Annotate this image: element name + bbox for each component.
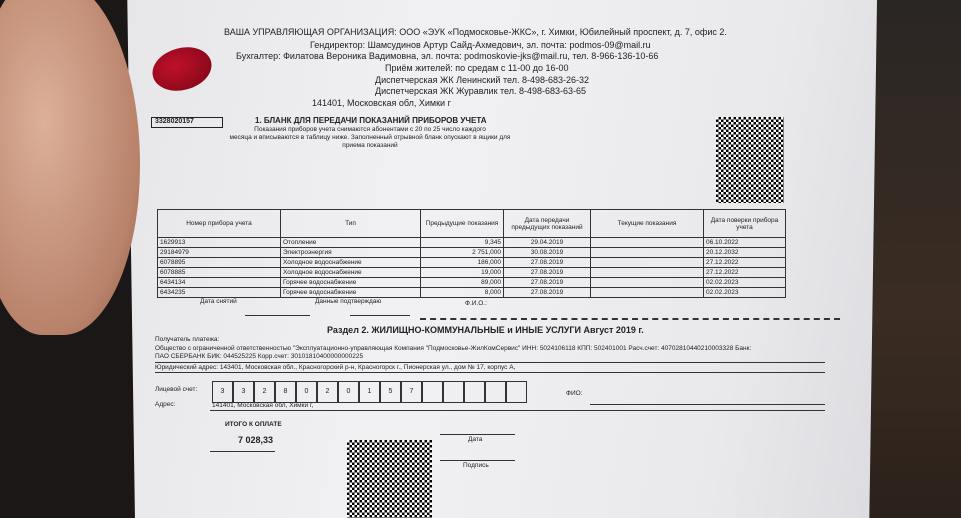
signature-field[interactable] (440, 460, 515, 461)
account-digit: 7 (401, 381, 422, 403)
meter-table (157, 209, 786, 298)
section2-title: Раздел 2. ЖИЛИЩНО-КОММУНАЛЬНЫЕ и ИНЫЕ УСЛУГИ Август 2019 г. (327, 325, 644, 335)
background (870, 0, 961, 518)
divider (210, 451, 275, 452)
qr-code-bottom (347, 440, 432, 518)
table-cell: 06.10.2022 (704, 238, 786, 248)
date-label-2: Дата (468, 436, 483, 443)
divider (155, 372, 825, 373)
table-row (158, 248, 786, 258)
account-digit: 3 (233, 381, 254, 403)
table-cell: 1629913 (158, 238, 281, 248)
fio-label: Ф.И.О.: (465, 300, 487, 307)
date-label: Дата снятий (200, 298, 237, 305)
table-cell[interactable] (591, 248, 704, 258)
address-label: Адрес: (155, 401, 176, 408)
table-cell: 29.04.2019 (504, 238, 591, 248)
table-cell: 2 751,000 (421, 248, 504, 258)
table-cell[interactable] (591, 288, 704, 298)
table-cell[interactable] (591, 238, 704, 248)
accountant-line: Бухгалтер: Филатова Вероника Вадимовна, эл. почта: podmoskovie-jks@mail.ru, тел. 8-966-136-10-66 (236, 51, 659, 61)
col-header: Тип (281, 210, 421, 238)
table-cell[interactable] (591, 278, 704, 288)
col-header: Дата поверки прибора учета (704, 210, 786, 238)
table-cell: 27.12.2022 (704, 268, 786, 278)
account-code-box: 3328020157 (151, 117, 223, 128)
account-digit: 8 (275, 381, 296, 403)
col-header: Текущие показания (591, 210, 704, 238)
table-cell: 6434235 (158, 288, 281, 298)
account-number-boxes (212, 381, 527, 403)
recipient-line-1: Общество с ограниченной ответственностью "Эксплуатационно-управляющая Компания "Подмосковье-ЖилКомСервис" ИНН: 5024106118 КПП: 502401001 Расч.счет: 40702810440210003328 Банк: (155, 345, 752, 352)
table-cell: Холодное водоснабжение (281, 258, 421, 268)
org-line: ВАША УПРАВЛЯЮЩАЯ ОРГАНИЗАЦИЯ: ООО «ЭУК «Подмосковье-ЖКС», г. Химки, Юбилейный проспект, д. 7, офис 2. (224, 27, 727, 37)
cut-line (420, 318, 840, 320)
table-cell: 29184979 (158, 248, 281, 258)
account-digit (464, 381, 485, 403)
table-cell: 20.12.2032 (704, 248, 786, 258)
recipient-label: Получатель платежа: (155, 336, 220, 343)
director-line: Гендиректор: Шамсудинов Артур Сайд-Ахмедович, эл. почта: podmos-09@mail.ru (310, 40, 651, 50)
legal-address: Юридический адрес: 143401, Московская обл., Красногорский р-н, Красногорск г., Пионерская ул., дом № 17, корпус А, (155, 364, 516, 371)
table-row (158, 238, 786, 248)
account-label: Лицевой счет: (155, 386, 198, 393)
table-cell: Холодное водоснабжение (281, 268, 421, 278)
section1-title: 1. БЛАНК ДЛЯ ПЕРЕДАЧИ ПОКАЗАНИЙ ПРИБОРОВ УЧЕТА (255, 116, 487, 125)
table-cell: 89,000 (421, 278, 504, 288)
table-cell: 27.08.2019 (504, 268, 591, 278)
account-digit (443, 381, 464, 403)
account-digit: 2 (254, 381, 275, 403)
table-cell: 6078895 (158, 258, 281, 268)
divider (155, 362, 825, 363)
note-line-2: месяца и вписываются в таблицу ниже. Заполненный отрывной бланк опускают в ящики для (229, 134, 511, 141)
confirm-field[interactable] (350, 315, 410, 316)
table-cell: 02.02.2023 (704, 288, 786, 298)
table-cell: 19,000 (421, 268, 504, 278)
table-row (158, 278, 786, 288)
table-row (158, 268, 786, 278)
account-digit: 0 (338, 381, 359, 403)
account-digit: 3 (212, 381, 233, 403)
note-line-1: Показания приборов учета снимаются абонентами с 20 по 25 число каждого (254, 126, 486, 133)
table-cell[interactable] (591, 268, 704, 278)
table-cell: 8,000 (421, 288, 504, 298)
table-cell: 9,345 (421, 238, 504, 248)
table-cell: Электроэнергия (281, 248, 421, 258)
table-cell: 27.08.2019 (504, 288, 591, 298)
fio-label-2: ФИО: (566, 390, 583, 397)
recipient-line-2: ПАО СБЕРБАНК БИК: 044525225 Корр.счет: 30101810400000000225 (155, 353, 364, 360)
account-digit: 5 (380, 381, 401, 403)
table-cell: 27.08.2019 (504, 258, 591, 268)
qr-code-top (716, 117, 784, 203)
hand (0, 0, 140, 335)
total-label: ИТОГО К ОПЛАТЕ (225, 421, 282, 428)
account-digit (422, 381, 443, 403)
account-digit (485, 381, 506, 403)
col-header: Дата передачи предыдущих показаний (504, 210, 591, 238)
account-digit: 1 (359, 381, 380, 403)
date-field[interactable] (245, 315, 310, 316)
account-digit (506, 381, 527, 403)
table-cell: Отопление (281, 238, 421, 248)
confirm-label: Данные подтверждаю (315, 298, 382, 305)
fio-field[interactable] (590, 404, 825, 405)
table-cell: Горячее водоснабжение (281, 288, 421, 298)
account-digit: 0 (296, 381, 317, 403)
table-cell: Горячее водоснабжение (281, 278, 421, 288)
table-row (158, 288, 786, 298)
total-amount: 7 028,33 (238, 435, 274, 445)
table-cell: 30.08.2019 (504, 248, 591, 258)
table-cell: 02.02.2023 (704, 278, 786, 288)
reception-line: Приём жителей: по средам с 11-00 до 16-00 (385, 63, 569, 73)
table-cell: 6434134 (158, 278, 281, 288)
table-row (158, 258, 786, 268)
account-digit: 2 (317, 381, 338, 403)
table-cell: 186,000 (421, 258, 504, 268)
dispatch-line-2: Диспетчерская ЖК Журавлик тел. 8-498-683-63-65 (375, 86, 587, 96)
col-header: Номер прибора учета (158, 210, 281, 238)
date-field-2[interactable] (440, 434, 515, 435)
table-cell: 27.08.2019 (504, 278, 591, 288)
table-cell: 6078885 (158, 268, 281, 278)
signature-label: Подпись (463, 462, 489, 469)
address-value: 141401, Московская обл, Химки г, (212, 402, 314, 409)
table-cell[interactable] (591, 258, 704, 268)
dispatch-line-1: Диспетчерская ЖК Ленинский тел. 8-498-683-26-32 (375, 75, 589, 85)
note-line-3: приема показаний (342, 142, 398, 149)
header-address: 141401, Московская обл, Химки г (312, 98, 451, 108)
divider (210, 410, 825, 411)
table-cell: 27.12.2022 (704, 258, 786, 268)
col-header: Предыдущие показания (421, 210, 504, 238)
